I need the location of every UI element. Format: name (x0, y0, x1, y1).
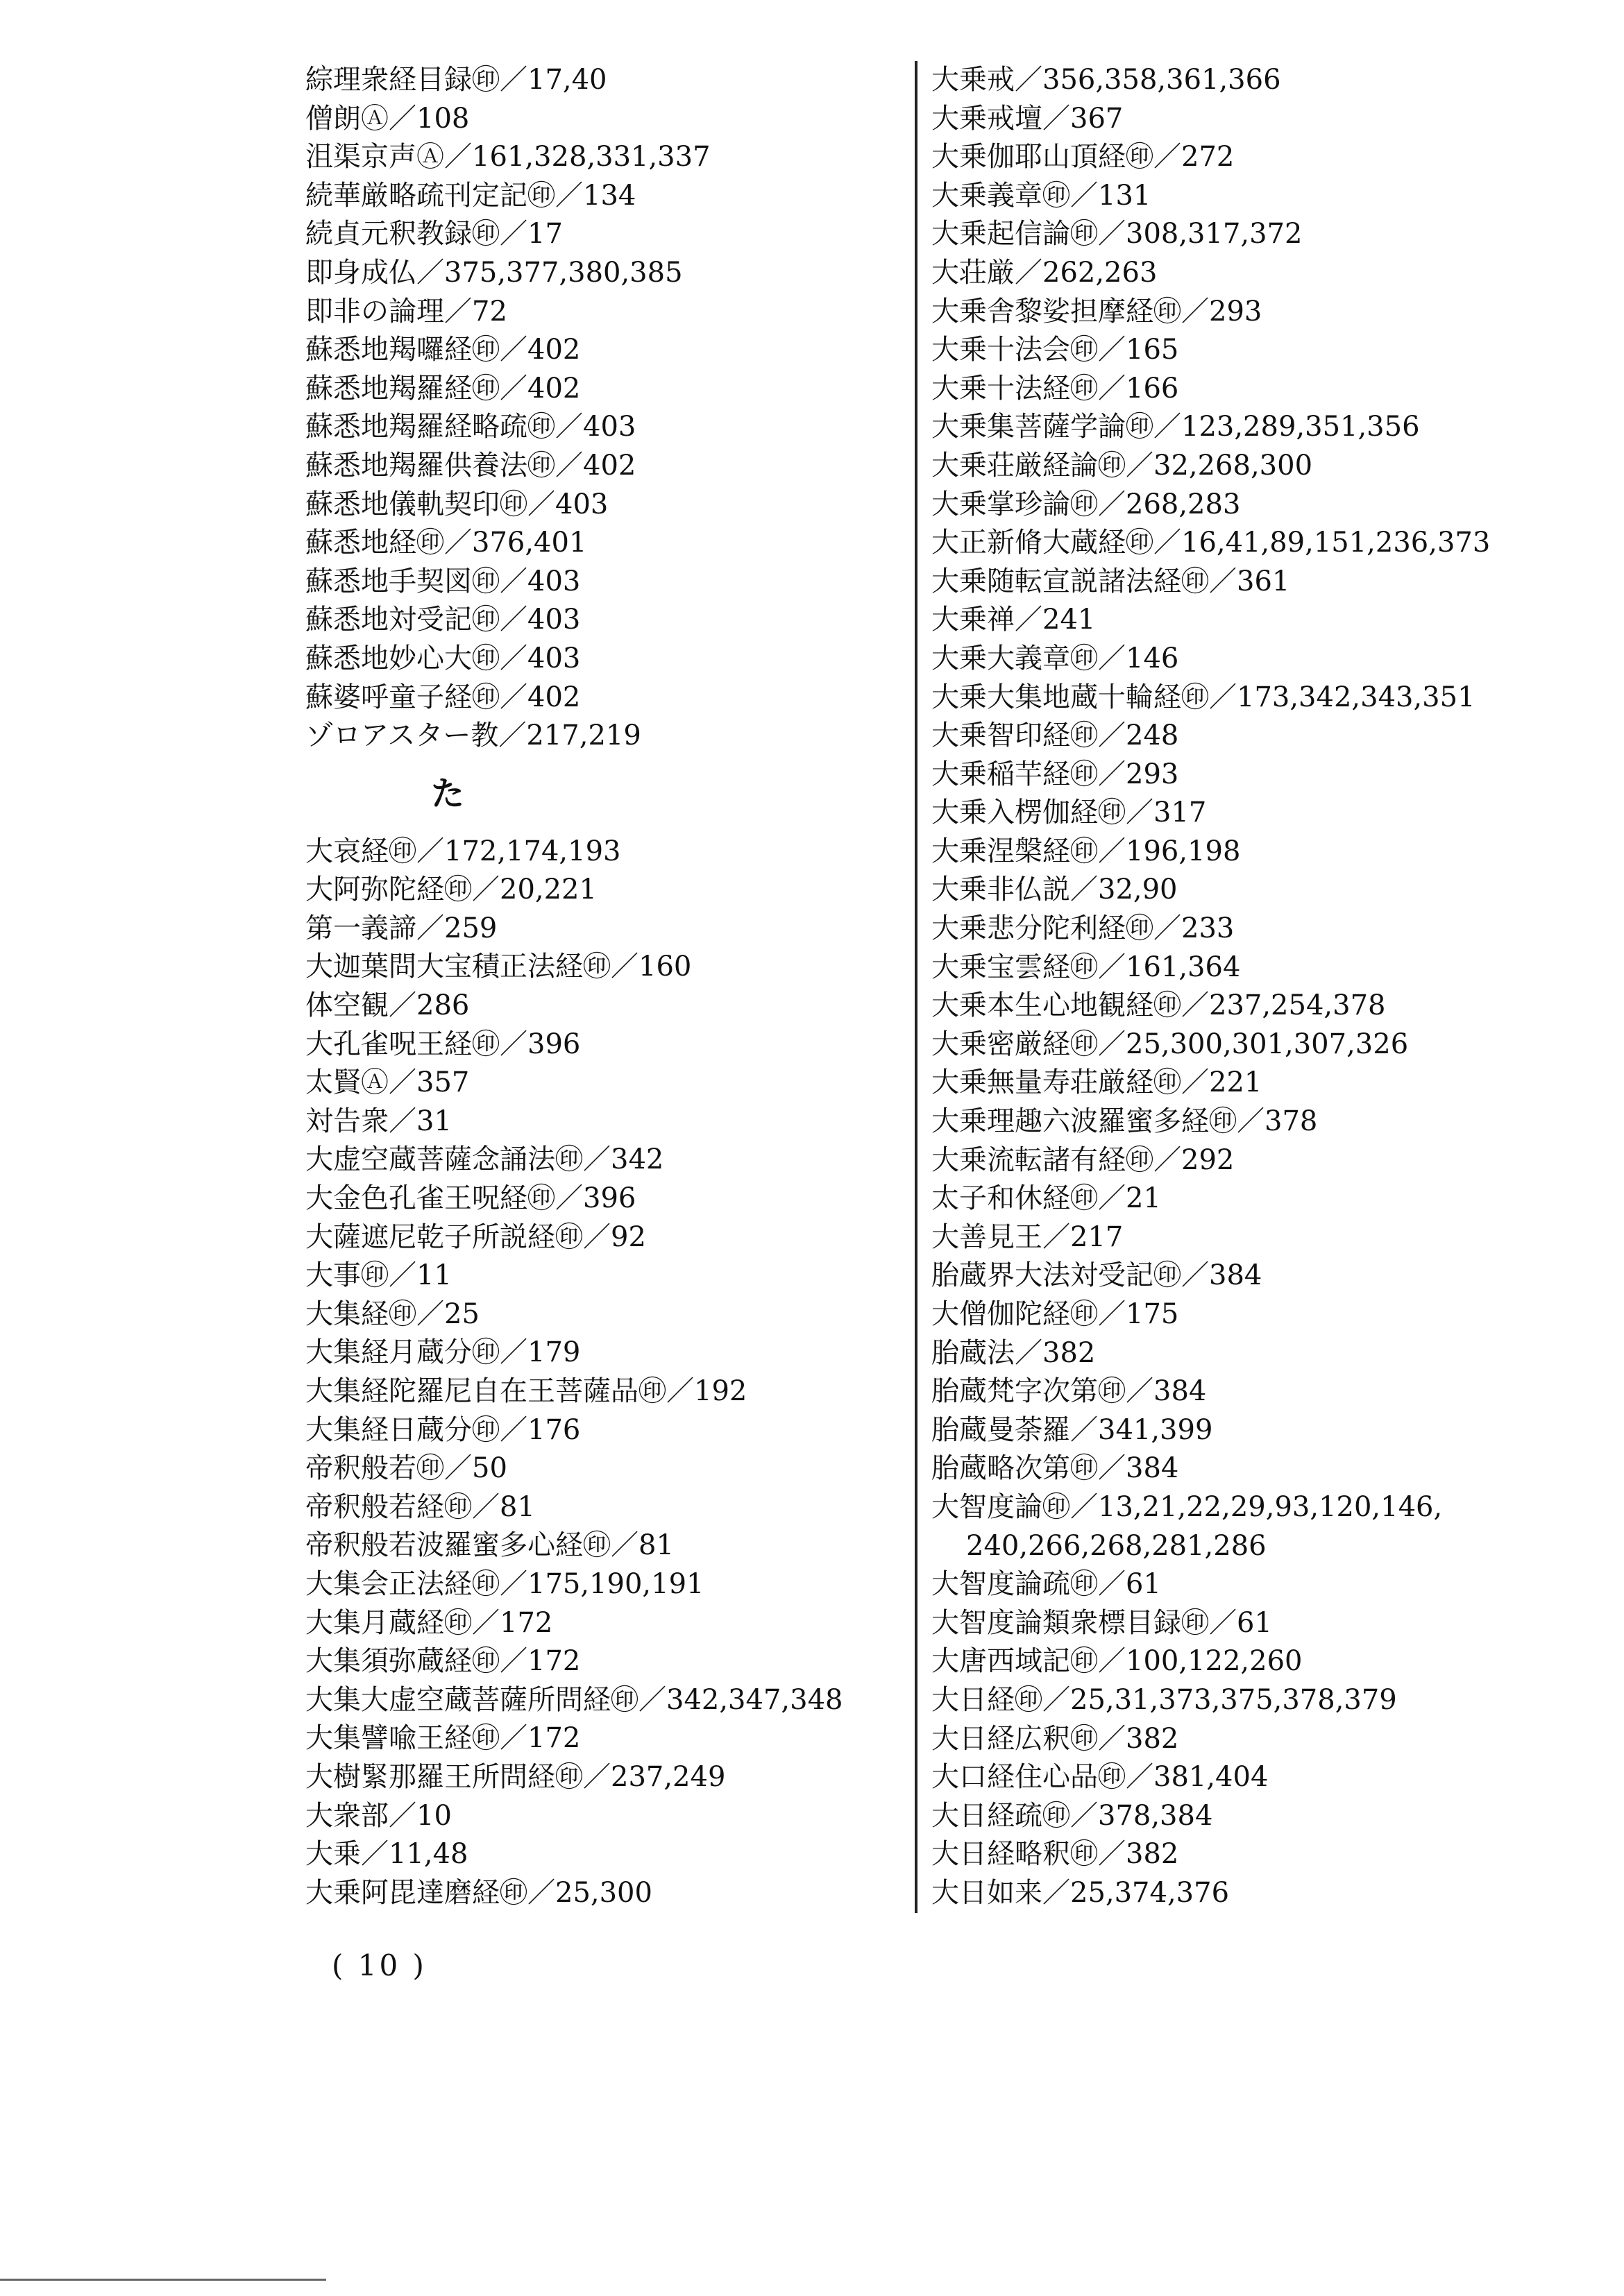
index-entry: 大乗十法会㊞／165 (931, 334, 1179, 366)
index-entry: 太賢Ⓐ／357 (305, 1066, 470, 1099)
index-entry: 大乗随転宣説諸法経㊞／361 (931, 565, 1290, 597)
index-entry: 大乗宝雲経㊞／161,364 (931, 951, 1241, 983)
index-entry: 蘇悉地経㊞／376,401 (305, 527, 587, 559)
index-entry: 大乗智印経㊞／248 (931, 720, 1179, 752)
index-entry: 沮渠京声Ⓐ／161,328,331,337 (305, 141, 711, 173)
index-entry: 僧朗Ⓐ／108 (305, 102, 470, 135)
index-entry: 大乗大集地蔵十輪経㊞／173,342,343,351 (931, 681, 1475, 713)
index-entry: 即非の論理／72 (305, 295, 507, 328)
index-entry: 大阿弥陀経㊞／20,221 (305, 874, 597, 906)
index-entry: 胎蔵界大法対受記㊞／384 (931, 1259, 1262, 1292)
index-entry: 大乗入楞伽経㊞／317 (931, 797, 1207, 829)
index-entry: 大僧伽陀経㊞／175 (931, 1298, 1179, 1330)
index-entry: 蘇悉地羯羅経略疏㊞／403 (305, 411, 636, 443)
index-entry: 大日経疏㊞／378,384 (931, 1799, 1213, 1832)
index-entry: 大智度論疏㊞／61 (931, 1568, 1161, 1601)
index-entry: 大事㊞／11 (305, 1259, 452, 1292)
index-entry: 蘇悉地羯羅経㊞／402 (305, 372, 581, 405)
index-column-left (305, 61, 895, 1912)
index-entry: 大口経住心品㊞／381,404 (931, 1761, 1269, 1794)
index-entry: 大乗戒／356,358,361,366 (931, 64, 1281, 96)
index-entry: 胎蔵法／382 (931, 1336, 1096, 1369)
index-entry: 蘇悉地儀軌契印㊞／403 (305, 488, 609, 520)
index-entry: 大乗荘厳経論㊞／32,268,300 (931, 449, 1313, 482)
index-entry: 蘇悉地対受記㊞／403 (305, 604, 581, 636)
index-entry: 胎蔵梵字次第㊞／384 (931, 1375, 1207, 1408)
index-entry: 蘇悉地羯羅供養法㊞／402 (305, 449, 636, 482)
index-entry: 帝釈般若㊞／50 (305, 1452, 507, 1485)
index-entry: 大日経略釈㊞／382 (931, 1838, 1179, 1871)
index-entry: 大乗／11,48 (305, 1838, 468, 1871)
index-entry: 大虚空蔵菩薩念誦法㊞／342 (305, 1143, 664, 1176)
index-entry: 大乗起信論㊞／308,317,372 (931, 218, 1303, 250)
index-entry: 大孔雀呪王経㊞／396 (305, 1028, 581, 1060)
index-entry: 即身成仏／375,377,380,385 (305, 256, 683, 289)
index-entry: 大日経㊞／25,31,373,375,378,379 (931, 1683, 1397, 1716)
index-entry: 体空観／286 (305, 989, 470, 1022)
index-entry: 大乗掌珍論㊞／268,283 (931, 488, 1241, 520)
index-entry: 大集大虚空蔵菩薩所問経㊞／342,347,348 (305, 1683, 843, 1716)
index-entry: 帝釈般若波羅蜜多心経㊞／81 (305, 1529, 674, 1562)
index-entry: 大哀経㊞／172,174,193 (305, 835, 621, 867)
index-entry: 大薩遮尼乾子所説経㊞／92 (305, 1221, 646, 1253)
index-entry: 帝釈般若経㊞／81 (305, 1490, 535, 1523)
index-entry: 第一義諦／259 (305, 912, 498, 944)
footer-rule (0, 2279, 326, 2281)
index-entry: ゾロアスター教／217,219 (305, 720, 641, 752)
index-entry: 大金色孔雀王呪経㊞／396 (305, 1182, 636, 1215)
index-entry: 大唐西域記㊞／100,122,260 (931, 1645, 1303, 1678)
index-entry: 蘇悉地手契図㊞／403 (305, 565, 581, 597)
index-entry: 大乗義章㊞／131 (931, 179, 1151, 212)
index-entry: 大乗流転諸有経㊞／292 (931, 1143, 1235, 1176)
index-entry: 太子和休経㊞／21 (931, 1182, 1161, 1215)
index-entry: 大衆部／10 (305, 1799, 452, 1832)
index-entry: 大乗密厳経㊞／25,300,301,307,326 (931, 1028, 1409, 1060)
index-entry: 大乗無量寿荘厳経㊞／221 (931, 1066, 1262, 1099)
index-entry: 大集須弥蔵経㊞／172 (305, 1645, 581, 1678)
index-entry: 大乗舎黎娑担摩経㊞／293 (931, 295, 1262, 328)
index-entry: 大乗涅槃経㊞／196,198 (931, 835, 1241, 867)
index-entry: 大乗阿毘達磨経㊞／25,300 (305, 1876, 652, 1909)
index-entry: 続貞元釈教録㊞／17 (305, 218, 563, 250)
index-entry: 続華厳略疏刊定記㊞／134 (305, 179, 636, 212)
index-entry: 大乗大義章㊞／146 (931, 642, 1179, 674)
index-entry: 胎蔵略次第㊞／384 (931, 1452, 1179, 1485)
index-entry: 大乗伽耶山頂経㊞／272 (931, 141, 1235, 173)
index-entry: 大荘厳／262,263 (931, 256, 1158, 289)
index-entry: 大乗稲芉経㊞／293 (931, 758, 1179, 790)
index-entry: 大乗戒壇／367 (931, 102, 1124, 135)
index-entry: 大乗悲分陀利経㊞／233 (931, 912, 1235, 945)
index-entry: 対告衆／31 (305, 1105, 452, 1137)
index-entry: 蘇婆呼童子経㊞／402 (305, 681, 581, 713)
index-entry: 大日経広釈㊞／382 (931, 1722, 1179, 1755)
index-entry: 大乗十法経㊞／166 (931, 372, 1179, 405)
index-entry: 大正新脩大蔵経㊞／16,41,89,151,236,373 (931, 527, 1491, 559)
page-number: ( 10 ) (332, 1948, 427, 1982)
index-entry-continuation: 240,266,268,281,286 (966, 1529, 1267, 1562)
index-entry: 大日如来／25,374,376 (931, 1876, 1230, 1909)
index-entry: 大乗理趣六波羅蜜多経㊞／378 (931, 1105, 1318, 1138)
index-entry: 大集会正法経㊞／175,190,191 (305, 1567, 704, 1600)
index-entry: 大乗禅／241 (931, 604, 1096, 636)
section-heading: た (430, 774, 464, 813)
index-entry: 大乗集菩薩学論㊞／123,289,351,356 (931, 411, 1420, 443)
index-entry: 大集譬喩王経㊞／172 (305, 1722, 581, 1755)
index-column-right (915, 61, 1584, 1913)
index-entry: 大乗非仏説／32,90 (931, 874, 1178, 906)
index-entry: 大智度論類衆標目録㊞／61 (931, 1606, 1272, 1639)
index-entry: 大迦葉問大宝積正法経㊞／160 (305, 951, 692, 983)
index-entry: 蘇悉地羯囉経㊞／402 (305, 334, 581, 366)
index-entry: 綜理衆経目録㊞／17,40 (305, 64, 607, 96)
index-entry: 胎蔵曼荼羅／341,399 (931, 1413, 1213, 1446)
index-entry: 大善見王／217 (931, 1221, 1124, 1253)
index-entry: 大集経日蔵分㊞／176 (305, 1413, 581, 1446)
index-entry: 大集経㊞／25 (305, 1298, 480, 1330)
index-entry: 大乗本生心地観経㊞／237,254,378 (931, 989, 1386, 1022)
index-entry: 大集経陀羅尼自在王菩薩品㊞／192 (305, 1375, 747, 1407)
index-entry: 大集月蔵経㊞／172 (305, 1606, 553, 1639)
index-entry: 大集経月蔵分㊞／179 (305, 1336, 581, 1369)
index-entry: 大樹緊那羅王所問経㊞／237,249 (305, 1760, 726, 1793)
index-entry: 蘇悉地妙心大㊞／403 (305, 642, 581, 674)
index-entry: 大智度論㊞／13,21,22,29,93,120,146, (931, 1490, 1443, 1523)
